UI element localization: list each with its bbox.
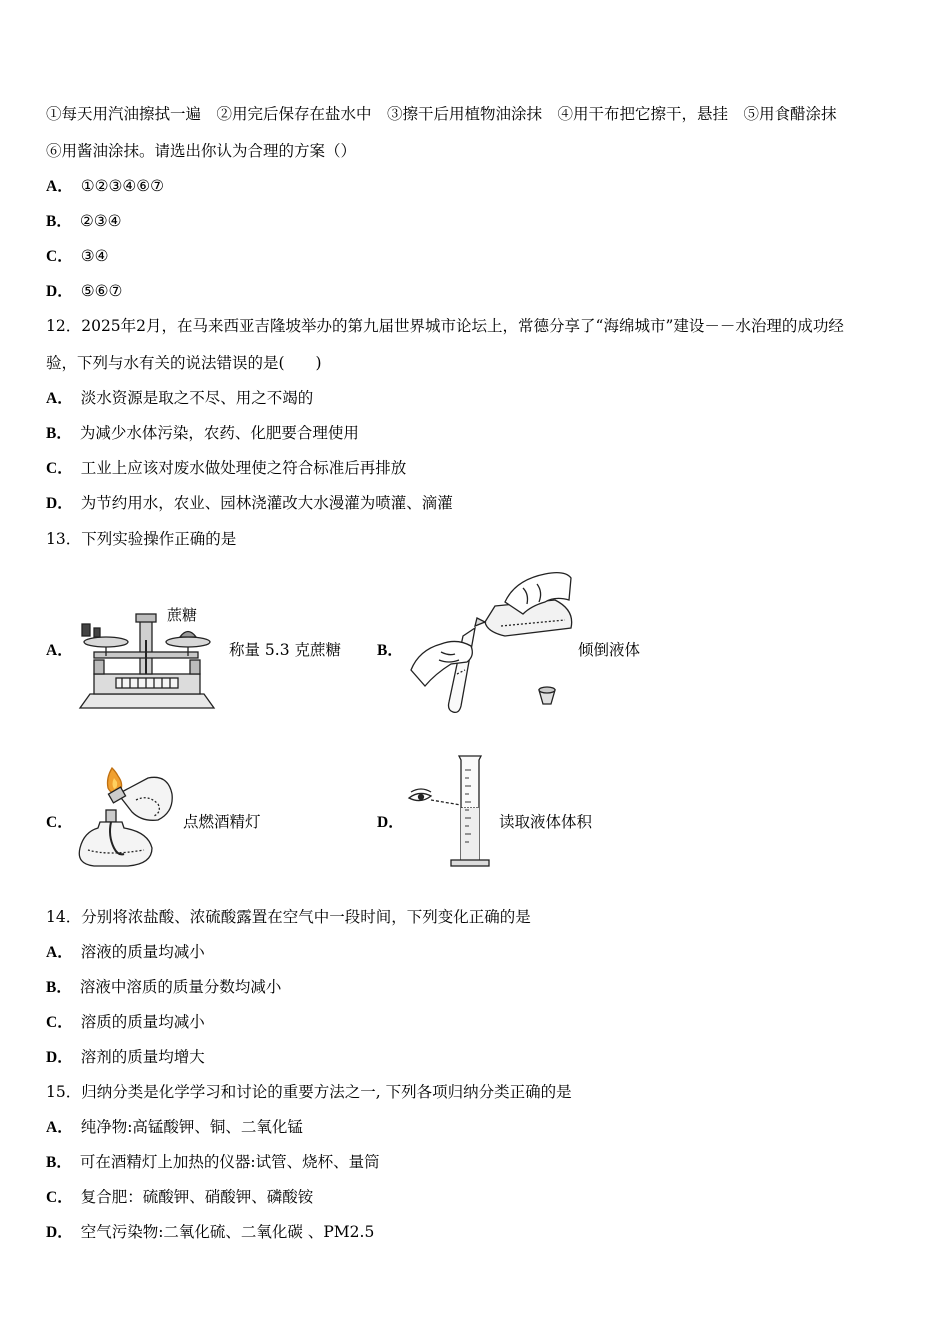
- q12-option-b: [46, 423, 359, 444]
- q13-figure-d-letter: D．: [377, 814, 404, 831]
- option-letter: B．: [46, 213, 72, 230]
- q14-option-d: [46, 1047, 205, 1068]
- q13-figure-c-letter: C．: [46, 814, 73, 831]
- q13-figure-c-caption: 点燃酒精灯: [183, 813, 261, 831]
- option-text: 空气污染物:二氧化硫、二氧化碳 、PM2.5: [80, 1223, 375, 1241]
- pouring-liquid-icon: [405, 566, 575, 716]
- q13-figure-a-letter: A．: [46, 642, 73, 659]
- option-text: ⑤⑥⑦: [80, 282, 123, 300]
- q15-option-d: [46, 1222, 374, 1243]
- q11-option-d: [46, 281, 122, 302]
- alcohol-lamp-icon: [78, 764, 178, 870]
- option-letter: A．: [46, 944, 73, 961]
- q12-option-c: [46, 458, 406, 479]
- q14-stem: 14．分别将浓盐酸、浓硫酸露置在空气中一段时间，下列变化正确的是: [46, 908, 531, 926]
- option-text: 工业上应该对废水做处理使之符合标准后再排放: [80, 459, 407, 477]
- q14-option-b: [46, 977, 281, 998]
- option-letter: D．: [46, 1224, 73, 1241]
- option-text: 纯净物:高锰酸钾、铜、二氧化锰: [80, 1118, 303, 1136]
- q13-figure-b-caption: 倾倒液体: [578, 641, 641, 659]
- q15-stem: 15．归纳分类是化学学习和讨论的重要方法之一, 下列各项归纳分类正确的是: [46, 1083, 572, 1101]
- q11-stem-line2: ⑥用酱油涂抹。请选出你认为合理的方案（）: [46, 142, 357, 160]
- option-letter: B．: [46, 979, 72, 996]
- q14-option-a: [46, 942, 205, 963]
- option-letter: C．: [46, 1014, 73, 1031]
- option-text: 为节约用水，农业、园林浇灌改大水漫灌为喷灌、滴灌: [80, 494, 453, 512]
- option-letter: A．: [46, 178, 73, 195]
- q15-option-c: [46, 1187, 313, 1208]
- option-letter: C．: [46, 1189, 73, 1206]
- q13-stem: 13．下列实验操作正确的是: [46, 530, 237, 548]
- q11-option-c: [46, 246, 109, 267]
- option-letter: C．: [46, 248, 73, 265]
- q12-stem-line1: 12．2025年2月，在马来西亚吉隆坡举办的第九届世界城市论坛上，常德分享了“海绵城市”建设－－水治理的成功经: [46, 317, 844, 335]
- option-text: 为减少水体污染，农药、化肥要合理使用: [79, 424, 359, 442]
- q13-figure-a-caption: 称量 5.3 克蔗糖: [229, 641, 342, 659]
- q12-stem-line2: 验，下列与水有关的说法错误的是( ): [46, 354, 322, 372]
- option-text: 溶液的质量均减小: [80, 943, 205, 961]
- option-letter: D．: [46, 1049, 73, 1066]
- q11-stem-line1: ①每天用汽油擦拭一遍 ②用完后保存在盐水中 ③擦干后用植物油涂抹 ④用干布把它擦干，悬挂 ⑤用食醋涂抹: [46, 105, 837, 123]
- q13-figure-d-caption: 读取液体体积: [499, 813, 593, 831]
- graduated-cylinder-icon: [405, 752, 495, 870]
- option-text: 溶剂的质量均增大: [80, 1048, 205, 1066]
- q15-option-b: [46, 1152, 380, 1173]
- option-text: ①②③④⑥⑦: [80, 177, 165, 195]
- q12-option-a: [46, 388, 313, 409]
- option-letter: B．: [46, 425, 72, 442]
- option-text: 复合肥：硫酸钾、硝酸钾、磷酸铵: [80, 1188, 314, 1206]
- option-text: 溶液中溶质的质量分数均减小: [79, 978, 282, 996]
- option-text: 溶质的质量均减小: [80, 1013, 205, 1031]
- option-text: ②③④: [79, 212, 122, 230]
- option-letter: D．: [46, 495, 73, 512]
- q15-option-a: [46, 1117, 303, 1138]
- sugar-label: 蔗糖: [167, 606, 198, 624]
- option-letter: B．: [46, 1154, 72, 1171]
- q13-figure-b-letter: B．: [377, 642, 403, 659]
- q11-option-b: [46, 211, 122, 232]
- option-letter: D．: [46, 283, 73, 300]
- option-letter: A．: [46, 1119, 73, 1136]
- q14-option-c: [46, 1012, 205, 1033]
- option-letter: A．: [46, 390, 73, 407]
- q12-option-d: [46, 493, 453, 514]
- option-text: 可在酒精灯上加热的仪器:试管、烧杯、量筒: [79, 1153, 380, 1171]
- q11-option-a: [46, 176, 164, 197]
- option-text: 淡水资源是取之不尽、用之不竭的: [80, 389, 314, 407]
- option-letter: C．: [46, 460, 73, 477]
- option-text: ③④: [80, 247, 109, 265]
